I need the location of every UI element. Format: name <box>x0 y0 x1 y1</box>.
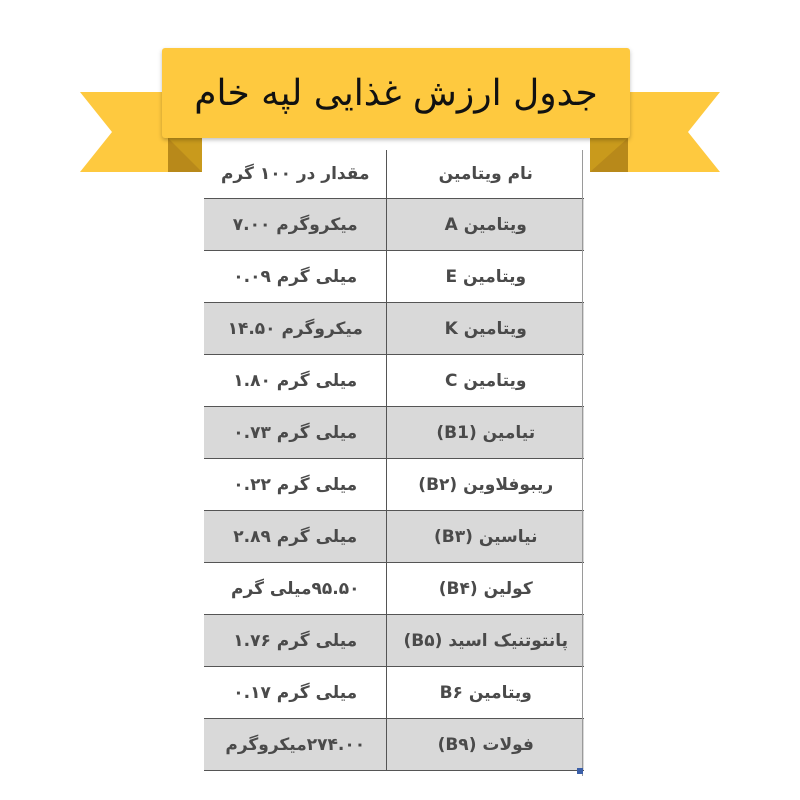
table-right-border <box>582 150 583 776</box>
header-amount: مقدار در ۱۰۰ گرم <box>204 150 387 199</box>
table-row <box>204 511 584 563</box>
vitamin-table <box>204 150 584 771</box>
vitamin-name-cell: پانتوتنیک اسید (B۵) <box>387 615 584 667</box>
vitamin-name-cell: ویتامین B۶ <box>387 667 584 719</box>
vitamin-name-cell: ویتامین E <box>387 251 584 303</box>
amount-cell: میلی گرم ۲.۸۹ <box>204 511 387 563</box>
table-header-row <box>204 150 584 199</box>
amount-cell: ۲۷۴.۰۰میکروگرم <box>204 719 387 771</box>
page-title: جدول ارزش غذایی لپه خام <box>194 72 598 114</box>
table-row <box>204 719 584 771</box>
table-resize-handle[interactable] <box>577 768 583 774</box>
amount-cell: میلی گرم ۰.۰۹ <box>204 251 387 303</box>
amount-cell: میلی گرم ۰.۲۲ <box>204 459 387 511</box>
table-row <box>204 563 584 615</box>
table-row <box>204 303 584 355</box>
table-row <box>204 355 584 407</box>
vitamin-name-cell: فولات (B۹) <box>387 719 584 771</box>
vitamin-name-cell: ویتامین C <box>387 355 584 407</box>
table-row <box>204 615 584 667</box>
table-row <box>204 199 584 251</box>
banner-main-panel <box>162 48 630 138</box>
vitamin-name-cell: ویتامین A <box>387 199 584 251</box>
amount-cell: ۹۵.۵۰میلی گرم <box>204 563 387 615</box>
amount-cell: میلی گرم ۰.۱۷ <box>204 667 387 719</box>
amount-cell: میکروگرم ۱۴.۵۰ <box>204 303 387 355</box>
table-row <box>204 667 584 719</box>
vitamin-name-cell: ویتامین K <box>387 303 584 355</box>
amount-cell: میلی گرم ۱.۷۶ <box>204 615 387 667</box>
vitamin-name-cell: ریبوفلاوین (B۲) <box>387 459 584 511</box>
table-row <box>204 407 584 459</box>
header-vitamin-name: نام ویتامین <box>387 150 584 199</box>
ribbon-tail-left <box>80 92 168 172</box>
vitamin-name-cell: نیاسین (B۳) <box>387 511 584 563</box>
table-row <box>204 251 584 303</box>
table-row <box>204 459 584 511</box>
vitamin-name-cell: کولین (B۴) <box>387 563 584 615</box>
amount-cell: میلی گرم ۰.۷۳ <box>204 407 387 459</box>
amount-cell: میکروگرم ۷.۰۰ <box>204 199 387 251</box>
nutrition-table-container <box>204 150 584 771</box>
amount-cell: میلی گرم ۱.۸۰ <box>204 355 387 407</box>
vitamin-name-cell: تیامین (B1) <box>387 407 584 459</box>
